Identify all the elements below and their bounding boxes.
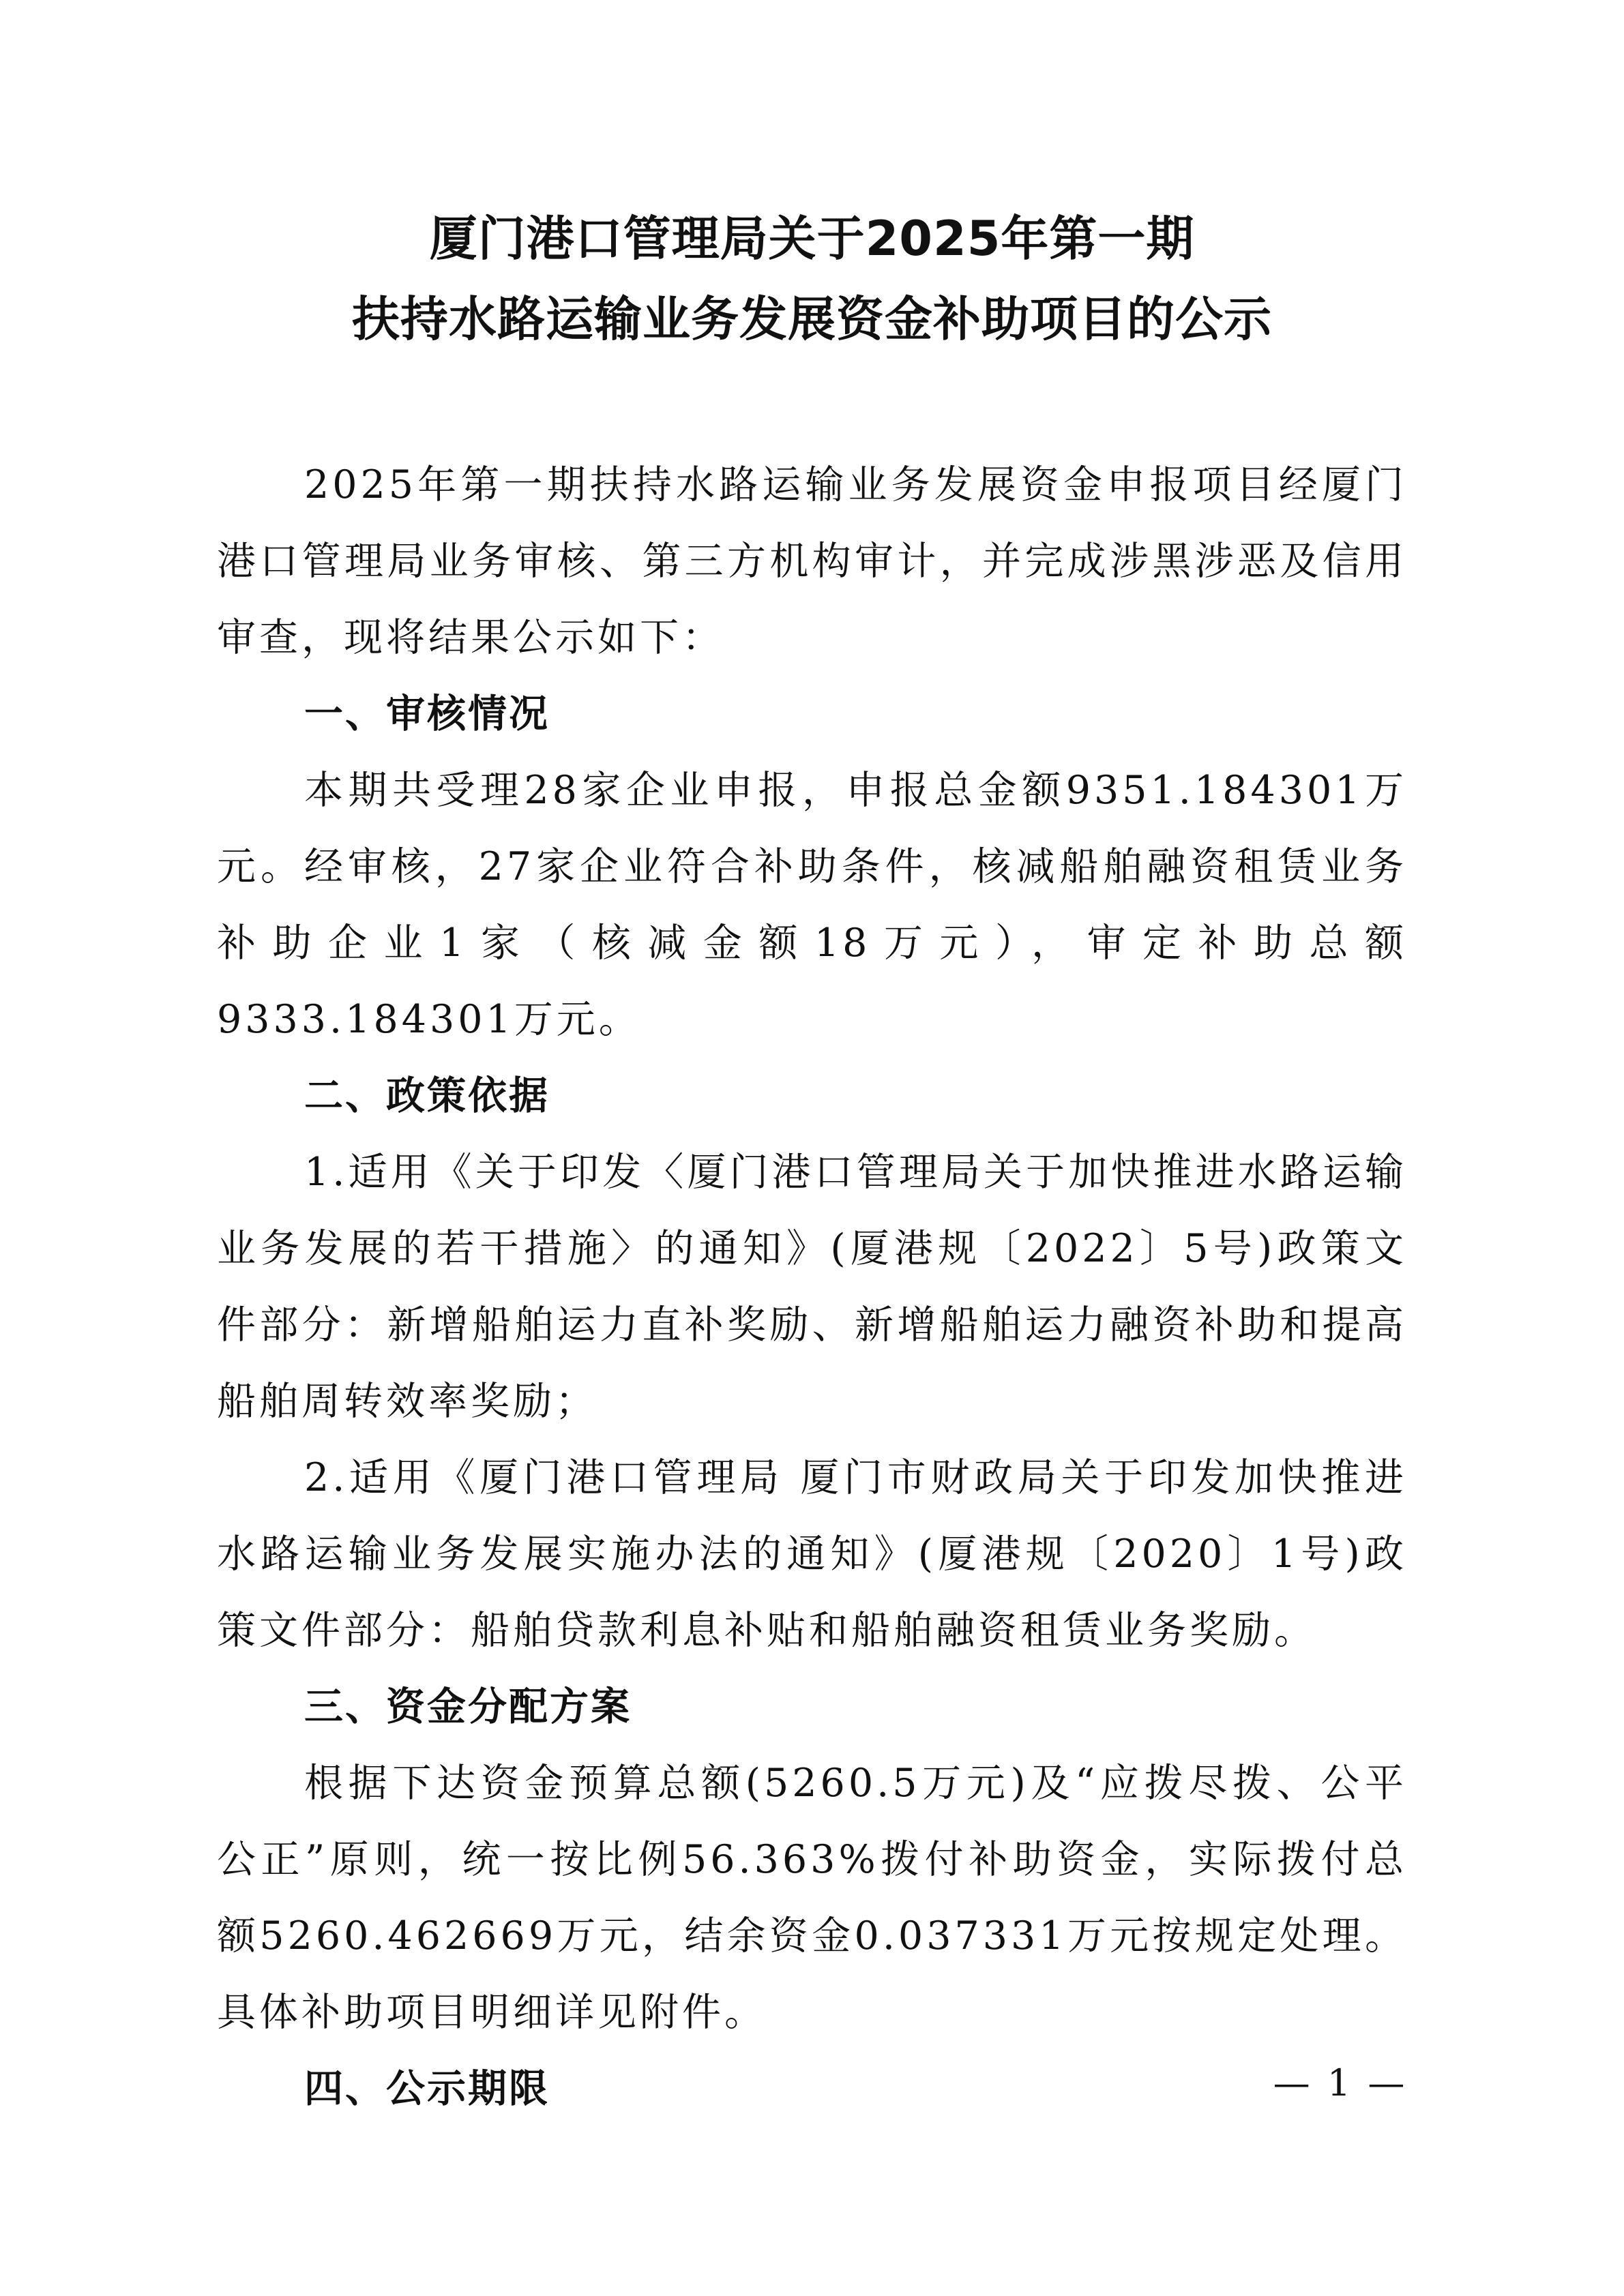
section-2-item-1: 1.适用《关于印发〈厦门港口管理局关于加快推进水路运输业务发展的若干措施〉的通知》(厦港规〔2022〕5号)政策文件部分：新增船舶运力直补奖励、新增船舶运力融资补助和提高船舶周转效率奖励；	[217, 1150, 1407, 1424]
page-number: — 1 —	[1273, 2061, 1408, 2104]
section-1-paragraph: 本期共受理28家企业申报，申报总金额9351.184301万元。经审核，27家企业符合补助条件，核减船舶融资租赁业务补助企业1家（核减金额18万元），审定补助总额9333.184301万元。	[217, 768, 1407, 1042]
section-1-heading: 一、审核情况	[304, 691, 550, 736]
section-3-heading: 三、资金分配方案	[304, 1684, 632, 1729]
section-4-heading: 四、公示期限	[304, 2066, 550, 2111]
intro-paragraph: 2025年第一期扶持水路运输业务发展资金申报项目经厦门港口管理局业务审核、第三方机构审计，并完成涉黑涉恶及信用审查，现将结果公示如下：	[217, 462, 1407, 660]
document-title-line-2: 扶持水路运输业务发展资金补助项目的公示	[352, 291, 1272, 347]
section-2-item-2: 2.适用《厦门港口管理局 厦门市财政局关于印发加快推进水路运输业务发展实施办法的通知》(厦港规〔2020〕1号)政策文件部分：船舶贷款利息补贴和船舶融资租赁业务奖励。	[217, 1455, 1407, 1653]
section-2-heading: 二、政策依据	[304, 1073, 550, 1118]
document-body	[217, 447, 1407, 2127]
section-3-paragraph: 根据下达资金预算总额(5260.5万元)及“应拨尽拨、公平公正”原则，统一按比例56.363%拨付补助资金，实际拨付总额5260.462669万元，结余资金0.037331万元按规定处理。具体补助项目明细详见附件。	[217, 1761, 1407, 2035]
document-title-line-1: 厦门港口管理局关于2025年第一期	[429, 211, 1195, 267]
